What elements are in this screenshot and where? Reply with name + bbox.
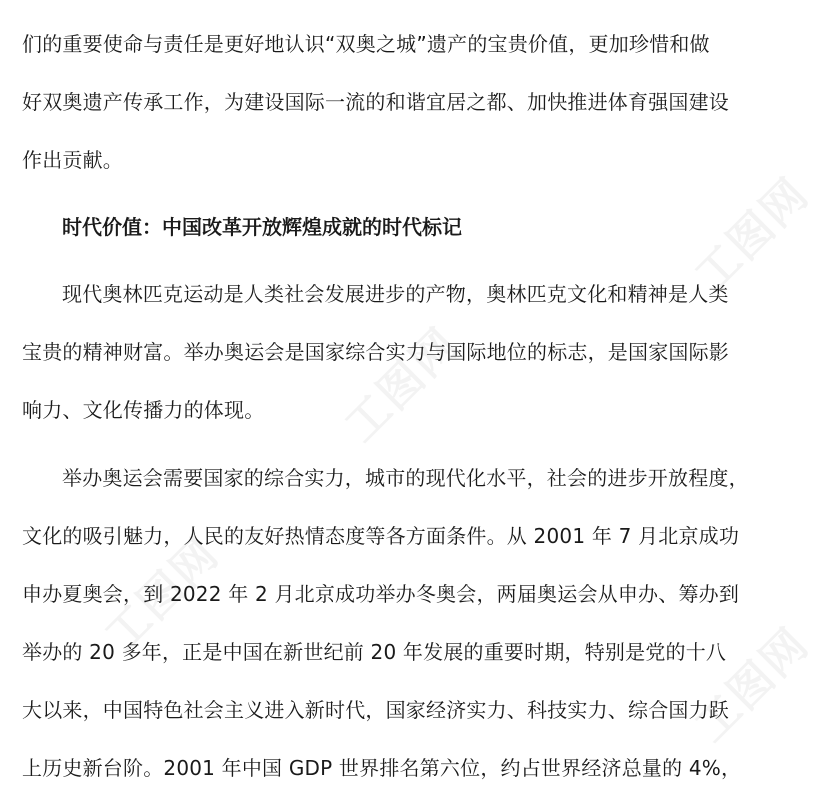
body-text-line: 文化的吸引魅力，人民的友好热情态度等各方面条件。从 2001 年 7 月北京成功 xyxy=(22,524,740,548)
body-text-line: 响力、文化传播力的体现。 xyxy=(22,398,265,422)
body-text-line: 作出贡献。 xyxy=(22,148,123,172)
watermark: 工图网 xyxy=(95,528,230,663)
body-text-line: 好双奥遗产传承工作，为建设国际一流的和谐宜居之都、加快推进体育强国建设 xyxy=(22,90,729,114)
body-text-line: 宝贵的精神财富。举办奥运会是国家综合实力与国际地位的标志，是国家国际影 xyxy=(22,340,729,364)
watermark: 工图网 xyxy=(335,318,470,453)
section-heading: 时代价值：中国改革开放辉煌成就的时代标记 xyxy=(62,215,462,239)
body-text-line: 举办的 20 多年，正是中国在新世纪前 20 年发展的重要时期，特别是党的十八 xyxy=(22,640,727,664)
body-text-line: 申办夏奥会，到 2022 年 2 月北京成功举办冬奥会，两届奥运会从申办、筹办到 xyxy=(22,582,740,606)
watermark: 工图网 xyxy=(685,618,820,753)
body-text-line: 举办奥运会需要国家的综合实力，城市的现代化水平，社会的进步开放程度， xyxy=(62,466,749,490)
body-text-line: 大以来，中国特色社会主义进入新时代，国家经济实力、科技实力、综合国力跃 xyxy=(22,698,729,722)
body-text-line: 们的重要使命与责任是更好地认识“双奥之城”遗产的宝贵价值，更加珍惜和做 xyxy=(22,32,710,56)
body-text-line: 上历史新台阶。2001 年中国 GDP 世界排名第六位，约占世界经济总量的 4%， xyxy=(22,756,742,780)
watermark: 工图网 xyxy=(685,168,820,303)
body-text-line: 现代奥林匹克运动是人类社会发展进步的产物，奥林匹克文化和精神是人类 xyxy=(62,282,729,306)
